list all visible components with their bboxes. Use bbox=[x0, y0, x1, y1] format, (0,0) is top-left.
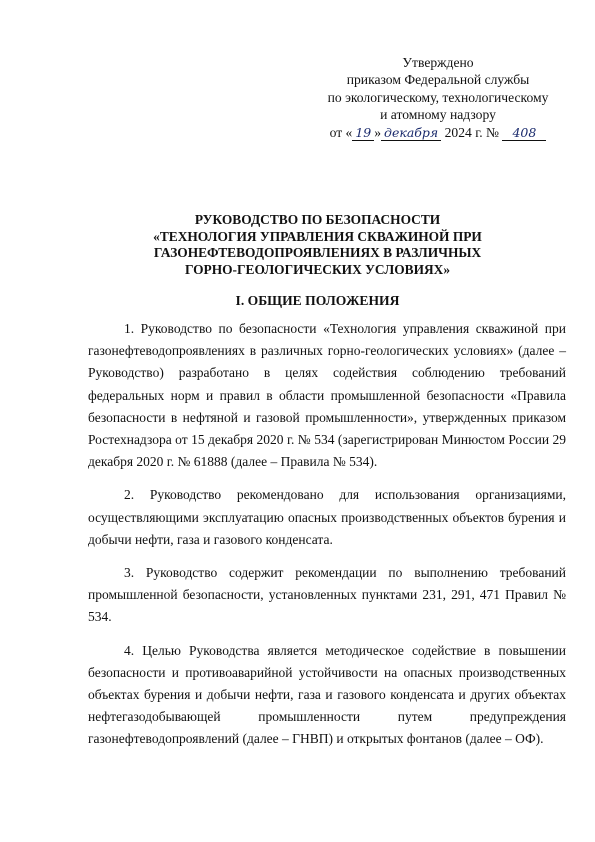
approval-block bbox=[318, 54, 558, 141]
title-line: ГОРНО-ГЕОЛОГИЧЕСКИХ УСЛОВИЯХ» bbox=[184, 261, 451, 277]
title-line: «ТЕХНОЛОГИЯ УПРАВЛЕНИЯ СКВАЖИНОЙ ПРИ bbox=[153, 228, 482, 244]
date-year: 2024 г. № bbox=[441, 124, 499, 140]
approval-line: и атомному надзору bbox=[380, 107, 496, 123]
paragraph-1: 1. Руководство по безопасности «Технология управления скважиной при газонефтеводопроявлениях в различных горно-геологических условиях» (далее – Руководство) разработано в целях содействия соблюдению требований федеральных норм и правил в области промышленной безопасности «Правила безопасности в нефтяной и газовой промышленности», утвержденных приказом Ростехнадзора от 15 декабря 2020 г. № 534 (зарегистрирован Минюстом России 29 декабря 2020 г. № 61888 (далее – Правила № 534). bbox=[88, 321, 566, 470]
paragraph-3: 3. Руководство содержит рекомендации по выполнению требований промышленной безопасности, установленных пунктами 231, 291, 471 Правил № 534. bbox=[88, 565, 566, 625]
date-day: 19 bbox=[352, 125, 374, 141]
date-month: декабря bbox=[381, 125, 441, 141]
title-line: ГАЗОНЕФТЕВОДОПРОЯВЛЕНИЯХ В РАЗЛИЧНЫХ bbox=[153, 245, 482, 261]
approval-date-line bbox=[318, 124, 558, 141]
title-line: РУКОВОДСТВО ПО БЕЗОПАСНОСТИ bbox=[194, 212, 441, 227]
order-number: 408 bbox=[502, 125, 546, 141]
document-body bbox=[88, 318, 566, 762]
paragraph-4: 4. Целью Руководства является методическое содействие в повышении безопасности и противоаварийной устойчивости на опасных производственных объектах бурения и добычи нефти, газа и газового конденсата и других объектах нефтегазодобывающей промышленности путем предупреждения газонефтеводопроявлений (далее – ГНВП) и открытых фонтанов (далее – ОФ). bbox=[88, 642, 566, 747]
approval-line: по экологическому, технологическому bbox=[327, 89, 549, 105]
date-mid: » bbox=[374, 124, 382, 140]
section-heading: I. ОБЩИЕ ПОЛОЖЕНИЯ bbox=[235, 293, 400, 308]
paragraph-2: 2. Руководство рекомендовано для использования организациями, осуществляющими эксплуатацию опасных производственных объектов бурения и добычи нефти, газа и газового конденсата. bbox=[88, 487, 566, 547]
approval-line: приказом Федеральной службы bbox=[346, 72, 530, 88]
approval-line: Утверждено bbox=[402, 55, 474, 70]
document-title bbox=[60, 212, 575, 278]
date-prefix: от « bbox=[329, 124, 353, 140]
